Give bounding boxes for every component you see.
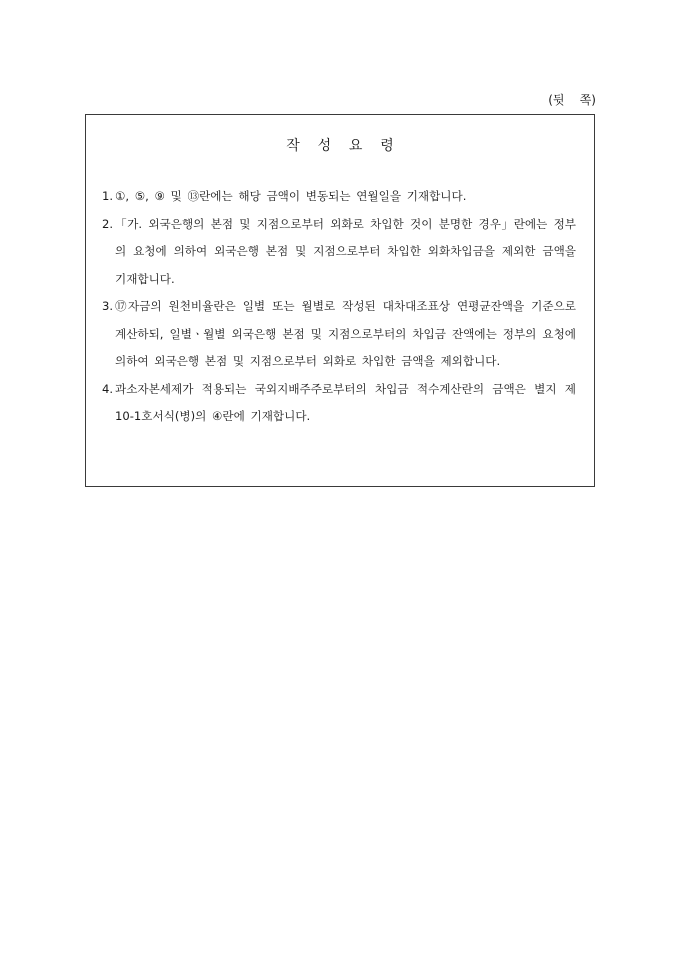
page-side-marker: (뒷 쪽) <box>548 93 596 107</box>
writing-guide-box <box>85 114 595 487</box>
guide-item-number: 4. <box>102 381 114 396</box>
guide-item-4 <box>102 376 576 431</box>
guide-item-1 <box>102 183 576 211</box>
guide-item-2 <box>102 211 576 294</box>
guide-list <box>102 183 576 431</box>
guide-item-text: ①, ⑤, ⑨ 및 ⑬란에는 해당 금액이 변동되는 연월일을 기재합니다. <box>115 189 467 203</box>
guide-item-text: 과소자본세제가 적용되는 국외지배주주로부터의 차입금 적수계산란의 금액은 별지 제10-1호서식(병)의 ④란에 기재합니다. <box>115 381 576 423</box>
guide-item-number: 1. <box>102 189 114 203</box>
guide-item-text: ⑰자금의 원천비율란은 일별 또는 월별로 작성된 대차대조표상 연평균잔액을 기준으로 계산하되, 일별ㆍ월별 외국은행 본점 및 지점으로부터의 차입금 잔액에는 정부의 요청에 의하여 외국은행 본점 및 지점으로부터 외화로 차입한 금액을 제외합니다. <box>115 299 576 368</box>
guide-item-number: 2. <box>102 216 114 231</box>
guide-item-number: 3. <box>102 299 114 313</box>
guide-item-3 <box>102 293 576 376</box>
guide-title: 작 성 요 령 <box>286 138 394 154</box>
guide-item-text: 「가. 외국은행의 본점 및 지점으로부터 외화로 차입한 것이 분명한 경우」란에는 정부의 요청에 의하여 외국은행 본점 및 지점으로부터 차입한 외화차입금을 제외한 금액을 기재합니다. <box>115 216 576 286</box>
